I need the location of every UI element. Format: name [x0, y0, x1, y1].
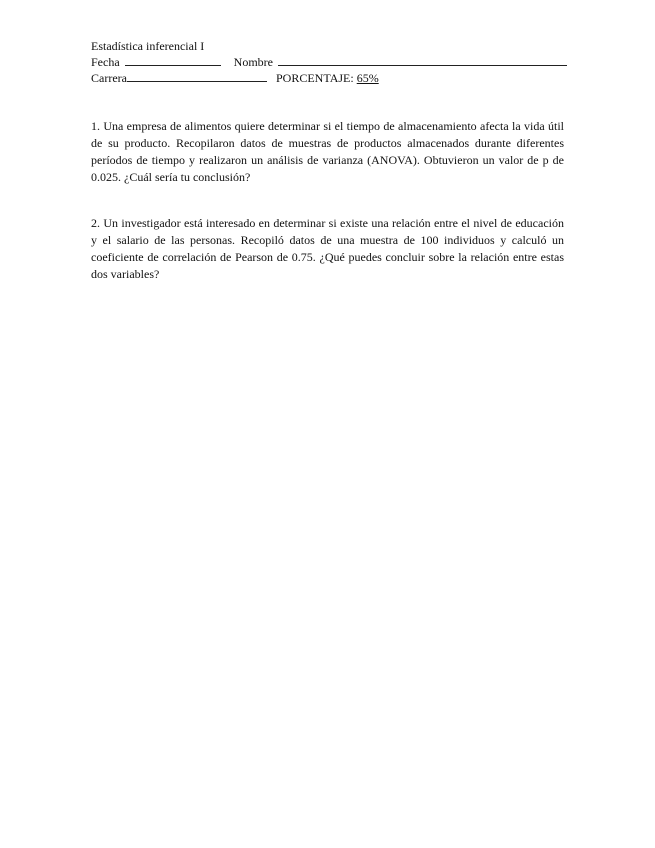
fecha-label: Fecha [91, 55, 120, 69]
carrera-blank[interactable] [127, 70, 267, 82]
exam-header [91, 38, 566, 86]
carrera-porcentaje-line [91, 70, 566, 86]
course-title: Estadística inferencial I [91, 39, 205, 53]
nombre-blank[interactable] [278, 54, 567, 66]
question-2: 2. Un investigador está interesado en determinar si existe una relación entre el nivel de educación y el salario de las personas. Recopiló datos de una muestra de 100 individuos y calculó un coeficiente de correlación de Pearson de 0.75. ¿Qué puedes concluir sobre la relación entre estas dos variables? [91, 216, 564, 281]
course-title-line [91, 38, 566, 54]
porcentaje-value: 65% [356, 71, 379, 85]
fecha-blank[interactable] [125, 54, 221, 66]
nombre-label: Nombre [233, 55, 273, 69]
question-1: 1. Una empresa de alimentos quiere determinar si el tiempo de almacenamiento afecta la vida útil de su producto. Recopilaron datos de muestras de productos almacenados durante diferentes períodos de tiempo y realizaron un análisis de varianza (ANOVA). Obtuvieron un valor de p de 0.025. ¿Cuál sería tu conclusión? [91, 119, 564, 184]
fecha-nombre-line [91, 54, 566, 70]
carrera-label: Carrera [91, 71, 127, 85]
porcentaje-label: PORCENTAJE: [275, 71, 354, 85]
